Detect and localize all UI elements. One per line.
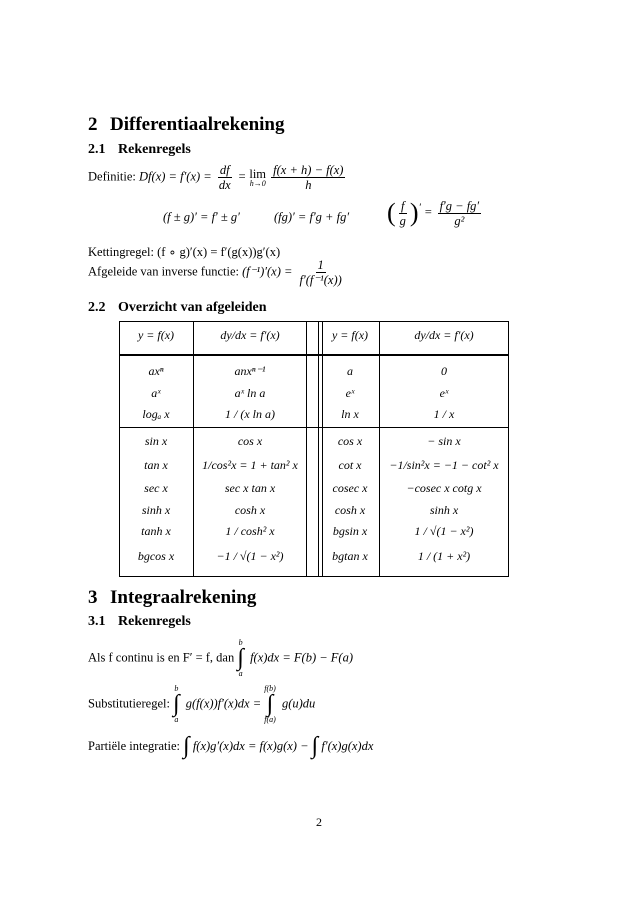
table-cell: cosh x xyxy=(234,503,266,517)
section-heading xyxy=(88,587,256,609)
section-heading xyxy=(88,114,285,136)
definition-lhs: Df(x) = f′(x) = xyxy=(139,169,212,184)
table-cell: eˣ xyxy=(439,386,449,400)
inverse-label: Afgeleide van inverse functie: xyxy=(88,264,239,279)
table-cell: 1 / cosh² x xyxy=(225,524,275,538)
table-cell: cosec x xyxy=(332,481,368,495)
inverse-fraction xyxy=(298,258,344,287)
integral-body: f(x)g′(x)dx = f(x)g(x) − xyxy=(192,739,309,753)
upper-limit: b xyxy=(238,638,243,647)
quotient-rule: ( $\frac{f}{g}$ )′ = $\frac{f'g - fg'}{\text{g²}}$ xyxy=(387,198,480,228)
chain-rule: Kettingregel: (f ∘ g)′(x) = f′(g(x))g′(x) xyxy=(88,245,281,259)
product-rule: (fg)′ = f′g + fg′ xyxy=(274,210,350,224)
table-cell: dy/dx = f′(x) xyxy=(414,328,474,342)
table-cell: 1 / (x ln a) xyxy=(225,407,275,421)
table-cell: dy/dx = f′(x) xyxy=(220,328,280,342)
fraction-numerator: f′g − fg′ xyxy=(439,198,480,213)
table-cell: y = f(x) xyxy=(137,328,175,342)
fraction-denominator: g² xyxy=(454,213,465,228)
difference-quotient xyxy=(271,163,345,192)
integral-body: f(x)dx = F(b) − F(a) xyxy=(250,650,353,665)
table-cell: cos x xyxy=(337,434,363,448)
upper-limit: b xyxy=(174,684,179,693)
subsection-title: Overzicht van afgeleiden xyxy=(118,300,267,315)
table-cell: axⁿ xyxy=(148,364,164,378)
lower-limit: f(a) xyxy=(264,715,276,724)
table-cell: cos x xyxy=(237,434,263,448)
table-cell: logₐ x xyxy=(142,407,170,421)
table-cell: sin x xyxy=(144,434,168,448)
table-cell: ln x xyxy=(341,407,359,421)
subsection-number: 2.1 xyxy=(88,142,106,157)
subsection-title: Rekenregels xyxy=(118,142,191,157)
table-cell: −cosec x cotg x xyxy=(406,481,482,495)
fraction-df-dx xyxy=(217,163,233,192)
table-cell: sec x xyxy=(144,481,168,495)
quotient-result xyxy=(438,199,482,228)
subsection-title: Rekenregels xyxy=(118,614,191,629)
table-cell: aˣ xyxy=(151,386,161,400)
equals-sign: = xyxy=(237,169,247,184)
integral-sign: ∫ xyxy=(183,733,190,759)
table-cell: eˣ xyxy=(345,386,355,400)
table-cell: 0 xyxy=(441,364,447,378)
fraction-numerator: 1 xyxy=(317,258,324,272)
table-cell: anxⁿ⁻¹ xyxy=(234,364,266,378)
table-cell: − sin x xyxy=(427,434,461,448)
definition-label: Definitie: xyxy=(88,169,136,184)
table-rule xyxy=(119,354,509,356)
integral-sign: ∫ xyxy=(311,733,319,759)
table-cell: −1/sin²x = −1 − cot² x xyxy=(389,458,499,472)
subsection-heading xyxy=(88,300,267,316)
equals-sign: = xyxy=(424,204,433,219)
table-cell: cosh x xyxy=(334,503,366,517)
section-number: 2 xyxy=(88,114,98,135)
table-cell: bgtan x xyxy=(332,549,368,563)
table-cell: 1 / √(1 − x²) xyxy=(414,524,474,538)
table-cell: cot x xyxy=(338,458,362,472)
table-cell: sinh x xyxy=(141,503,171,517)
table-cell: a xyxy=(347,364,353,378)
integral-body: f′(x)g(x)dx xyxy=(321,739,374,753)
limit-label: lim xyxy=(249,167,267,181)
integration-by-parts xyxy=(88,733,373,760)
subsection-number: 2.2 xyxy=(88,300,106,315)
table-cell: y = f(x) xyxy=(331,328,369,342)
substitution-rule xyxy=(88,684,315,724)
subsection-number: 3.1 xyxy=(88,614,106,629)
upper-limit: f(b) xyxy=(264,684,276,693)
integral-body: g(u)du xyxy=(281,696,316,711)
section-title: Differentiaalrekening xyxy=(110,114,285,135)
table-cell: bgsin x xyxy=(332,524,368,538)
definite-integral-sign: f(b) ∫ f(a) xyxy=(264,684,276,724)
fraction-numerator: f xyxy=(401,198,405,213)
subsection-heading xyxy=(88,614,191,630)
lower-limit: a xyxy=(238,669,243,678)
integral-label: Partiële integratie: xyxy=(88,739,180,753)
inverse-lhs: (f⁻¹)′(x) = xyxy=(242,264,293,279)
definition-line xyxy=(88,163,347,192)
fraction-denominator: g xyxy=(399,213,406,228)
table-cell: bgcos x xyxy=(137,549,175,563)
table-cell: 1 / x xyxy=(433,407,455,421)
table-cell: aˣ ln a xyxy=(234,386,266,400)
integral-label: Als f continu is en F′ = f, dan xyxy=(88,650,235,665)
table-cell: tanh x xyxy=(141,524,171,538)
definite-integral-sign: b ∫ a xyxy=(173,684,180,724)
fraction-numerator: df xyxy=(219,163,230,177)
definite-integral-sign: b ∫ a xyxy=(237,638,244,678)
table-cell: tan x xyxy=(144,458,168,472)
table-cell: 1 / (1 + x²) xyxy=(417,549,471,563)
quotient-fraction xyxy=(398,199,408,228)
inverse-derivative xyxy=(88,258,346,287)
table-cell: −1 / √(1 − x²) xyxy=(216,549,284,563)
table-cell: sinh x xyxy=(429,503,459,517)
limit-subscript: h→0 xyxy=(249,179,266,188)
section-number: 3 xyxy=(88,587,98,608)
integral-body: g(f(x))f′(x)dx = xyxy=(185,696,262,711)
integral-label: Substitutieregel: xyxy=(88,696,170,711)
limit-operator xyxy=(249,167,266,188)
table-rule xyxy=(119,427,509,428)
prime-mark: ′ xyxy=(418,202,421,214)
fraction-numerator: f(x + h) − f(x) xyxy=(273,163,344,177)
fraction-denominator: dx xyxy=(218,178,231,192)
table-cell: 1/cos²x = 1 + tan² x xyxy=(202,458,298,472)
fraction-denominator: h xyxy=(305,178,312,192)
subsection-heading xyxy=(88,142,191,158)
sum-rule: (f ± g)′ = f′ ± g′ xyxy=(163,210,240,224)
fundamental-theorem xyxy=(88,638,353,678)
fraction-denominator: f′(f⁻¹(x)) xyxy=(299,273,342,287)
page-number: 2 xyxy=(316,815,322,829)
section-title: Integraalrekening xyxy=(110,587,257,608)
lower-limit: a xyxy=(174,715,179,724)
table-cell: sec x tan x xyxy=(224,481,276,495)
